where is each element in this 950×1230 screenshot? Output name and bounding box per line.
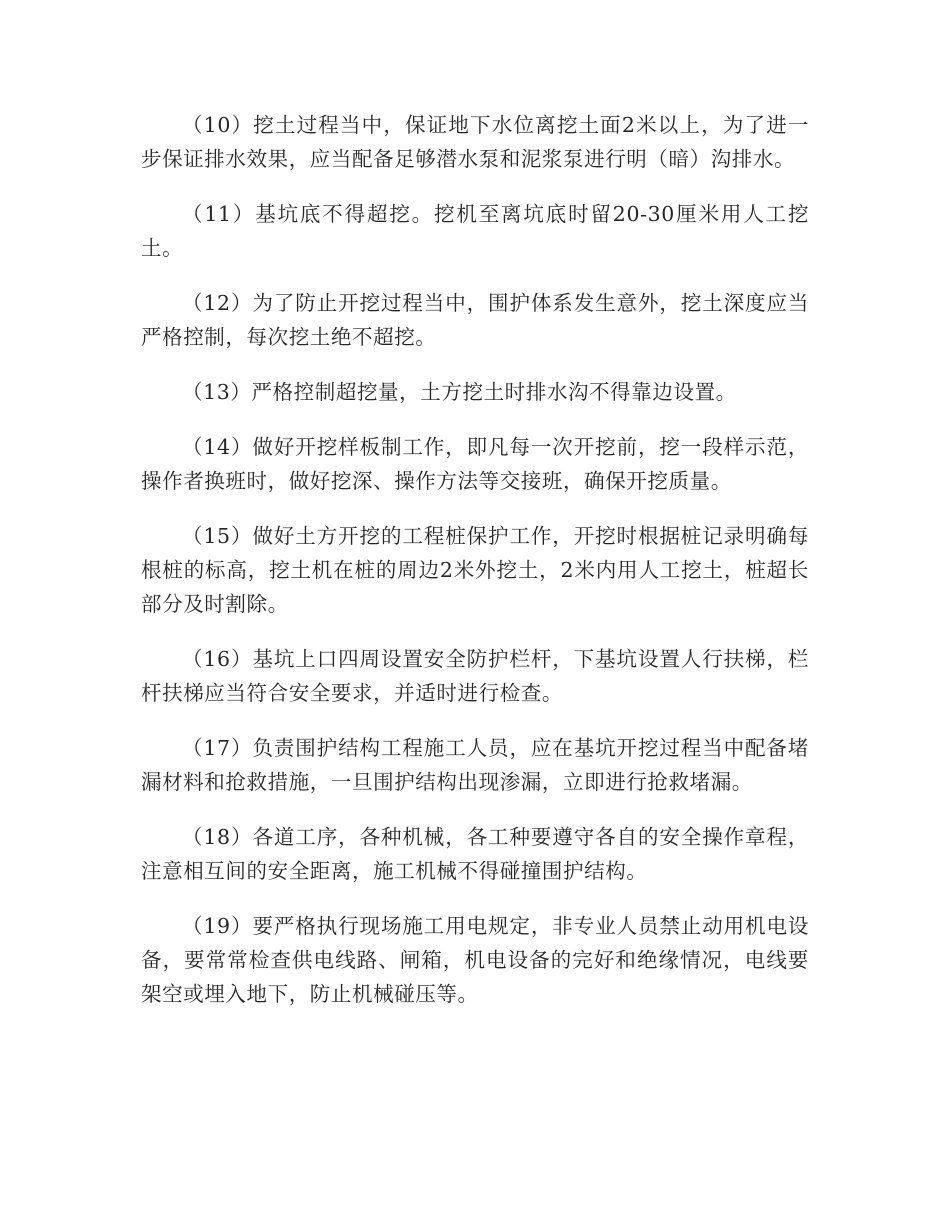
paragraph-item-18: （18）各道工序，各种机械，各工种要遵守各自的安全操作章程，注意相互间的安全距离，施工机械不得碰撞围护结构。 bbox=[141, 825, 809, 883]
paragraph-item-16: （16）基坑上口四周设置安全防护栏杆，下基坑设置人行扶梯，栏杆扶梯应当符合安全要求，并适时进行检查。 bbox=[141, 647, 809, 705]
paragraph-item-13: （13）严格控制超挖量，土方挖土时排水沟不得靠边设置。 bbox=[182, 380, 737, 404]
paragraph-item-15: （15）做好土方开挖的工程桩保护工作，开挖时根据桩记录明确每根桩的标高，挖土机在桩的周边2米外挖土，2米内用人工挖土，桩超长部分及时割除。 bbox=[141, 524, 809, 616]
paragraph-item-17: （17）负责围护结构工程施工人员，应在基坑开挖过程当中配备堵漏材料和抢救措施，一旦围护结构出现渗漏，立即进行抢救堵漏。 bbox=[141, 736, 809, 794]
document-body bbox=[141, 108, 809, 1032]
paragraph-item-12: （12）为了防止开挖过程当中，围护体系发生意外，挖土深度应当严格控制，每次挖土绝不超挖。 bbox=[141, 291, 809, 349]
paragraph-item-14: （14）做好开挖样板制工作，即凡每一次开挖前，挖一段样示范，操作者换班时，做好挖深、操作方法等交接班，确保开挖质量。 bbox=[141, 435, 809, 493]
paragraph-item-11: （11）基坑底不得超挖。挖机至离坑底时留20-30厘米用人工挖土。 bbox=[141, 202, 809, 260]
paragraph-item-19: （19）要严格执行现场施工用电规定，非专业人员禁止动用机电设备，要常常检查供电线路、闸箱，机电设备的完好和绝缘情况，电线要架空或埋入地下，防止机械碰压等。 bbox=[141, 914, 809, 1006]
paragraph-item-10: （10）挖土过程当中，保证地下水位离挖土面2米以上，为了进一步保证排水效果，应当配备足够潜水泵和泥浆泵进行明（暗）沟排水。 bbox=[141, 113, 809, 171]
